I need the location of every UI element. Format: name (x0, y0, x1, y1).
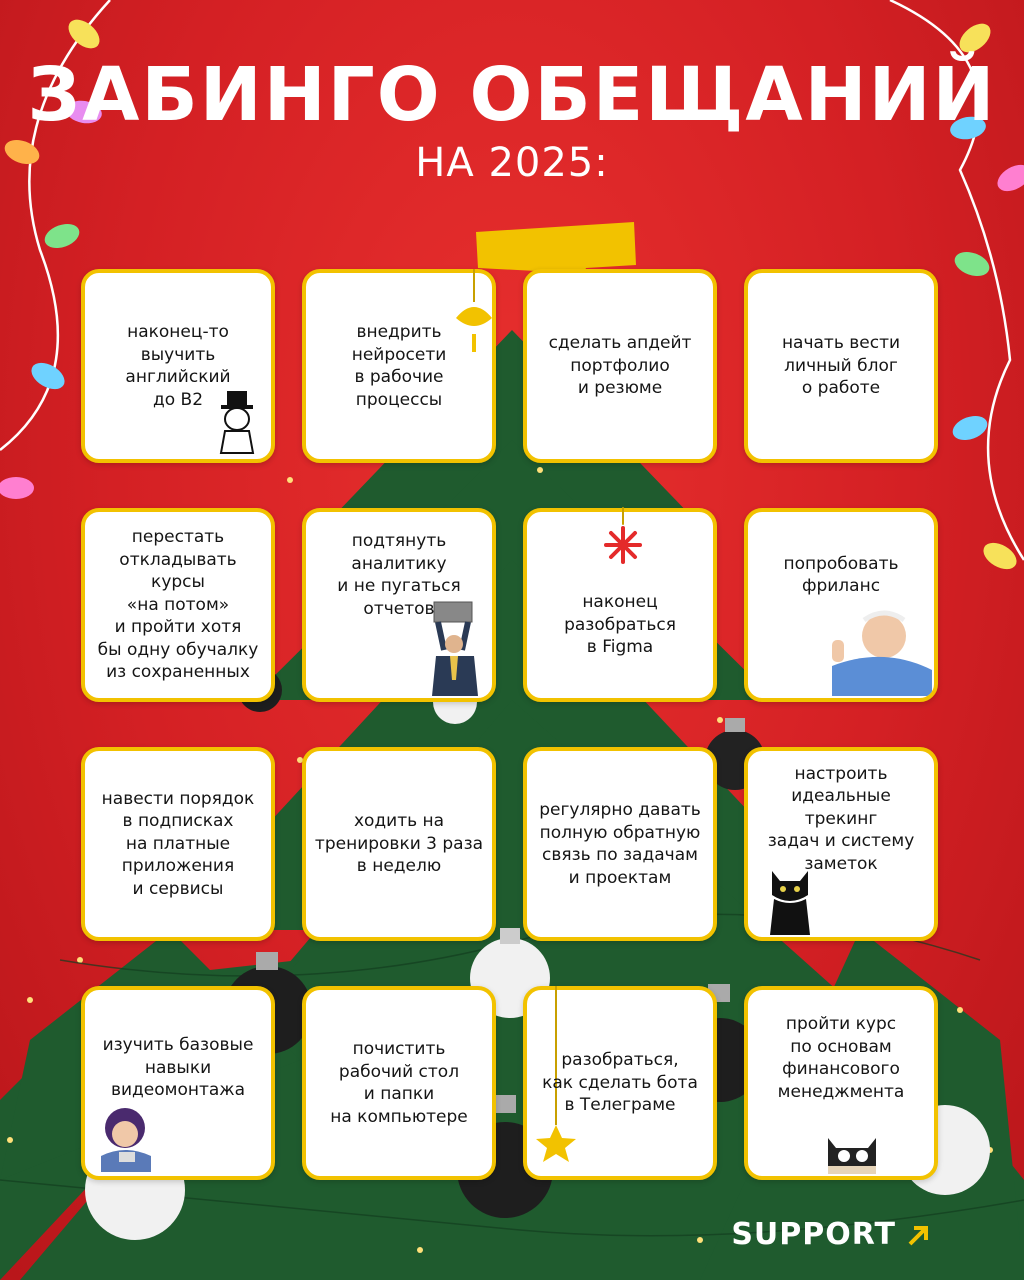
cat-meme-icon (824, 1128, 880, 1174)
bingo-card-15[interactable] (523, 986, 717, 1180)
bingo-card-13[interactable] (81, 986, 275, 1180)
bingo-card-text: настроить идеальные трекинг задач и систему заметок (767, 763, 915, 874)
bingo-card-3[interactable] (523, 269, 717, 463)
bingo-card-11[interactable] (523, 747, 717, 941)
bingo-card-7[interactable] (523, 508, 717, 702)
bingo-card-text: навести порядок в подписках на платные приложения и сервисы (101, 788, 255, 899)
brand-logo (731, 1217, 932, 1252)
bingo-card-text: попробовать фриланс (783, 553, 899, 596)
bingo-card-1[interactable] (81, 269, 275, 463)
bingo-card-8[interactable] (744, 508, 938, 702)
bingo-card-9[interactable] (81, 747, 275, 941)
bingo-card-text: изучить базовые навыки видеомонтажа (102, 1035, 254, 1101)
bingo-card-4[interactable] (744, 269, 938, 463)
bingo-card-14[interactable] (302, 986, 496, 1180)
page-title: ЗАБИНГО ОБЕЩАНИЙ (27, 52, 997, 138)
bingo-card-10[interactable] (302, 747, 496, 941)
bingo-card-text: регулярно давать полную обратную связь по задачам и проектам (539, 800, 701, 888)
bingo-card-text: почистить рабочий стол и папки на компьютере (330, 1039, 468, 1127)
page-subtitle: НА 2025: (415, 140, 609, 186)
bingo-card-text: перестать откладывать курсы «на потом» и пройти хотя бы одну обучалку из сохраненных (97, 527, 259, 683)
bingo-card-text: ходить на тренировки 3 раза в неделю (314, 811, 484, 877)
bingo-card-text: наконец разобраться в Figma (564, 592, 676, 658)
bingo-card-12[interactable] (744, 747, 938, 941)
bingo-card-5[interactable] (81, 508, 275, 702)
arrow-up-right-icon (906, 1222, 932, 1248)
bingo-card-text: наконец-то выучить английский до В2 (125, 322, 231, 410)
bingo-card-text: сделать апдейт портфолио и резюме (548, 333, 692, 399)
bingo-card-16[interactable] (744, 986, 938, 1180)
harold-thumbs-up-meme-icon (792, 606, 932, 696)
bingo-card-text: подтянуть аналитику и не пугаться отчетов (337, 531, 461, 619)
bingo-card-2[interactable] (302, 269, 496, 463)
brand-name: SUPPORT (731, 1217, 896, 1252)
bingo-card-text: пройти курс по основам финансового менеджмента (777, 1014, 905, 1102)
bingo-card-6[interactable] (302, 508, 496, 702)
bingo-card-text: разобраться, как сделать бота в Телеграме (542, 1050, 698, 1116)
bingo-card-text: внедрить нейросети в рабочие процессы (351, 322, 447, 410)
woman-meme-icon (97, 1106, 155, 1172)
bingo-card-text: начать вести личный блог о работе (781, 333, 901, 399)
